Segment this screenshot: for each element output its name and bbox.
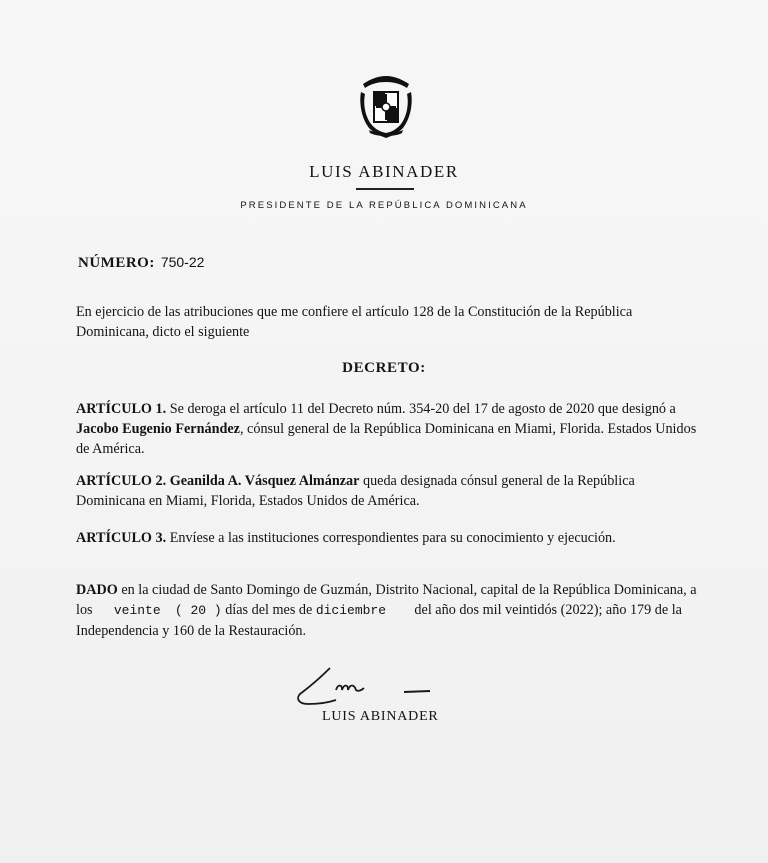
- header-title: PRESIDENTE DE LA REPÚBLICA DOMINICANA: [240, 200, 528, 211]
- article-3: [76, 528, 704, 548]
- decree-number: [78, 254, 204, 272]
- dado-day-number: ( 20 ): [174, 603, 222, 618]
- article-3-text: Envíese a las instituciones correspondientes para su conocimiento y ejecución.: [169, 530, 616, 546]
- dado-paragraph: [76, 580, 704, 641]
- article-1-label: ARTÍCULO 1.: [76, 401, 167, 417]
- coat-of-arms-icon: [355, 72, 417, 140]
- dado-text-2: días del mes de: [225, 602, 313, 618]
- dado-text-3: del año dos mil veintidós (2022); año 179 de la Independencia y 160 de la Restauración.: [76, 602, 682, 639]
- header-divider: [356, 188, 414, 190]
- dado-day-word: veinte: [113, 603, 161, 618]
- article-2-text-after: queda designada cónsul general de la República Dominicana en Miami, Florida, Estados Unidos de América.: [76, 473, 635, 509]
- article-1-bold-name: Jacobo Eugenio Fernández: [76, 421, 240, 437]
- dado-label: DADO: [76, 582, 118, 598]
- decree-number-value: 750-22: [160, 254, 205, 270]
- intro-paragraph: En ejercicio de las atribuciones que me confiere el artículo 128 de la Constitución de la República Dominicana, dicto el siguiente: [76, 304, 633, 340]
- dado-month: diciembre: [315, 603, 387, 618]
- article-1-text-before: Se deroga el artículo 11 del Decreto núm. 354-20 del 17 de agosto de 2020 que designó a: [169, 401, 676, 417]
- decree-number-label: NÚMERO:: [78, 255, 155, 271]
- article-2-label: ARTÍCULO 2.: [76, 473, 167, 489]
- decree-heading: DECRETO:: [342, 360, 426, 376]
- article-2: [76, 471, 704, 511]
- dado-text-1: en la ciudad de Santo Domingo de Guzmán, Distrito Nacional, capital de la República Dominicana, a los: [76, 582, 697, 618]
- header-name: LUIS ABINADER: [309, 162, 459, 181]
- article-1: [76, 399, 704, 459]
- article-1-text-after: , cónsul general de la República Dominicana en Miami, Florida. Estados Unidos de América.: [76, 421, 697, 457]
- article-2-bold-name: Geanilda A. Vásquez Almánzar: [169, 473, 360, 489]
- article-3-label: ARTÍCULO 3.: [76, 530, 167, 546]
- signatory-name: LUIS ABINADER: [322, 709, 439, 724]
